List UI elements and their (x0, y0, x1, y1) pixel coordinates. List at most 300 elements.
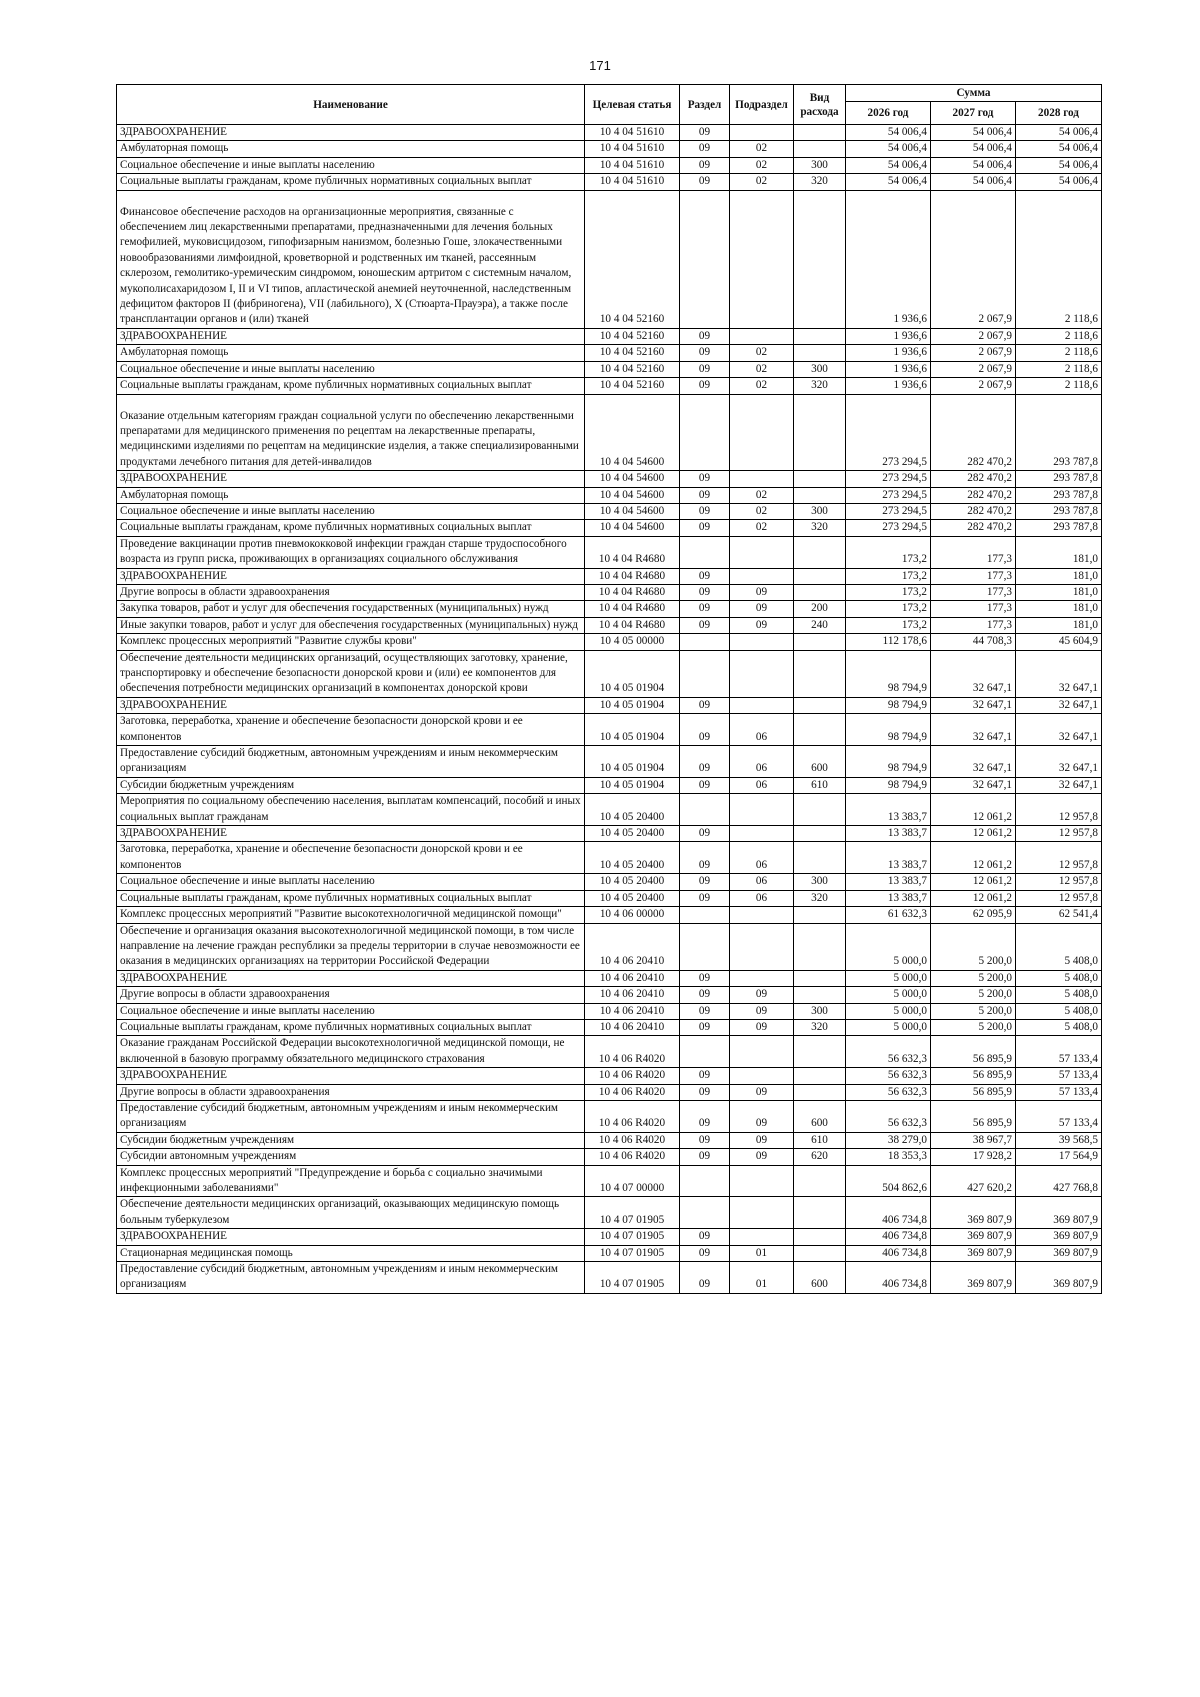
row-section (680, 536, 730, 568)
table-row (117, 584, 1102, 600)
row-expense-type (794, 536, 846, 568)
row-target-code: 10 4 04 R4680 (585, 601, 680, 617)
row-name: Комплекс процессных мероприятий "Развитие высокотехнологичной медицинской помощи" (117, 907, 585, 923)
row-sum-2027: 5 200,0 (931, 1019, 1016, 1035)
row-name: ЗДРАВООХРАНЕНИЕ (117, 471, 585, 487)
row-sum-2028: 181,0 (1016, 617, 1102, 633)
row-expense-type (794, 1245, 846, 1261)
row-sum-2028: 57 133,4 (1016, 1068, 1102, 1084)
row-expense-type (794, 794, 846, 826)
row-expense-type (794, 394, 846, 471)
row-expense-type (794, 714, 846, 746)
row-sum-2028: 62 541,4 (1016, 907, 1102, 923)
row-sum-2026: 56 632,3 (846, 1068, 931, 1084)
row-subsection: 06 (730, 714, 794, 746)
row-sum-2026: 56 632,3 (846, 1084, 931, 1100)
row-sum-2028: 45 604,9 (1016, 634, 1102, 650)
row-sum-2026: 173,2 (846, 568, 931, 584)
table-row (117, 536, 1102, 568)
row-subsection: 09 (730, 617, 794, 633)
row-sum-2026: 1 936,6 (846, 345, 931, 361)
row-expense-type: 320 (794, 890, 846, 906)
row-sum-2026: 56 632,3 (846, 1100, 931, 1132)
row-target-code: 10 4 06 R4020 (585, 1132, 680, 1148)
row-target-code: 10 4 06 R4020 (585, 1100, 680, 1132)
row-section: 09 (680, 617, 730, 633)
row-section (680, 1197, 730, 1229)
row-sum-2026: 273 294,5 (846, 487, 931, 503)
row-expense-type (794, 568, 846, 584)
row-name: Закупка товаров, работ и услуг для обеспечения государственных (муниципальных) нужд (117, 601, 585, 617)
row-section (680, 1036, 730, 1068)
row-expense-type: 300 (794, 874, 846, 890)
row-sum-2028: 369 807,9 (1016, 1245, 1102, 1261)
row-name: ЗДРАВООХРАНЕНИЕ (117, 970, 585, 986)
row-sum-2028: 427 768,8 (1016, 1165, 1102, 1197)
table-row (117, 634, 1102, 650)
row-expense-type: 200 (794, 601, 846, 617)
row-name: Амбулаторная помощь (117, 141, 585, 157)
row-target-code: 10 4 07 01905 (585, 1229, 680, 1245)
row-expense-type (794, 125, 846, 141)
table-row (117, 1149, 1102, 1165)
row-name: Социальное обеспечение и иные выплаты населению (117, 1003, 585, 1019)
row-expense-type (794, 1084, 846, 1100)
row-sum-2027: 54 006,4 (931, 125, 1016, 141)
row-subsection (730, 650, 794, 697)
row-subsection (730, 923, 794, 970)
row-section: 09 (680, 890, 730, 906)
row-subsection (730, 471, 794, 487)
row-subsection: 02 (730, 378, 794, 394)
table-row (117, 328, 1102, 344)
row-name: Мероприятия по социальному обеспечению населения, выплатам компенсаций, пособий и иных социальных выплат гражданам (117, 794, 585, 826)
row-sum-2026: 98 794,9 (846, 714, 931, 746)
row-target-code: 10 4 07 00000 (585, 1165, 680, 1197)
row-sum-2028: 32 647,1 (1016, 777, 1102, 793)
row-sum-2027: 12 061,2 (931, 890, 1016, 906)
row-expense-type (794, 907, 846, 923)
row-sum-2027: 282 470,2 (931, 520, 1016, 536)
row-subsection: 09 (730, 601, 794, 617)
row-subsection (730, 826, 794, 842)
row-expense-type (794, 634, 846, 650)
row-target-code: 10 4 04 52160 (585, 328, 680, 344)
row-sum-2027: 12 061,2 (931, 842, 1016, 874)
table-row (117, 1262, 1102, 1294)
row-name: ЗДРАВООХРАНЕНИЕ (117, 826, 585, 842)
row-target-code: 10 4 05 01904 (585, 697, 680, 713)
row-name: Обеспечение и организация оказания высокотехнологичной медицинской помощи, в том числе направление на лечение граждан республики за пределы территории в случае невозможности ее оказания в медицинских организациях на территории Российской Федерации (117, 923, 585, 970)
row-sum-2028: 293 787,8 (1016, 471, 1102, 487)
row-section: 09 (680, 1068, 730, 1084)
row-name: Амбулаторная помощь (117, 487, 585, 503)
table-row (117, 874, 1102, 890)
row-sum-2027: 427 620,2 (931, 1165, 1016, 1197)
row-section (680, 634, 730, 650)
row-sum-2026: 98 794,9 (846, 777, 931, 793)
row-expense-type (794, 697, 846, 713)
row-subsection: 09 (730, 1100, 794, 1132)
row-sum-2027: 177,3 (931, 568, 1016, 584)
table-row (117, 568, 1102, 584)
table-row (117, 141, 1102, 157)
row-sum-2027: 5 200,0 (931, 923, 1016, 970)
row-sum-2028: 293 787,8 (1016, 520, 1102, 536)
row-section: 09 (680, 1100, 730, 1132)
col-header-2028: 2028 год (1016, 102, 1102, 125)
row-sum-2026: 13 383,7 (846, 890, 931, 906)
row-target-code: 10 4 06 20410 (585, 1019, 680, 1035)
row-subsection: 01 (730, 1262, 794, 1294)
row-sum-2028: 2 118,6 (1016, 190, 1102, 328)
row-section: 09 (680, 157, 730, 173)
row-sum-2026: 273 294,5 (846, 394, 931, 471)
row-subsection (730, 1165, 794, 1197)
row-sum-2026: 1 936,6 (846, 328, 931, 344)
row-target-code: 10 4 04 54600 (585, 503, 680, 519)
row-sum-2026: 173,2 (846, 584, 931, 600)
row-sum-2026: 13 383,7 (846, 826, 931, 842)
row-subsection (730, 907, 794, 923)
row-name: Социальные выплаты гражданам, кроме публичных нормативных социальных выплат (117, 1019, 585, 1035)
row-sum-2026: 13 383,7 (846, 874, 931, 890)
row-sum-2028: 57 133,4 (1016, 1100, 1102, 1132)
row-section: 09 (680, 1229, 730, 1245)
row-name: ЗДРАВООХРАНЕНИЕ (117, 125, 585, 141)
col-header-target: Целевая статья (585, 85, 680, 125)
row-sum-2028: 5 408,0 (1016, 1003, 1102, 1019)
table-row (117, 1132, 1102, 1148)
table-row (117, 1084, 1102, 1100)
row-target-code: 10 4 04 R4680 (585, 617, 680, 633)
row-sum-2028: 2 118,6 (1016, 361, 1102, 377)
row-target-code: 10 4 06 R4020 (585, 1068, 680, 1084)
row-sum-2026: 5 000,0 (846, 987, 931, 1003)
row-name: Иные закупки товаров, работ и услуг для обеспечения государственных (муниципальных) нужд (117, 617, 585, 633)
row-target-code: 10 4 04 54600 (585, 471, 680, 487)
row-target-code: 10 4 04 R4680 (585, 568, 680, 584)
row-sum-2026: 5 000,0 (846, 970, 931, 986)
table-row (117, 157, 1102, 173)
row-sum-2028: 54 006,4 (1016, 125, 1102, 141)
table-row (117, 174, 1102, 190)
row-name: Социальные выплаты гражданам, кроме публичных нормативных социальных выплат (117, 890, 585, 906)
row-subsection: 09 (730, 1003, 794, 1019)
row-sum-2026: 273 294,5 (846, 471, 931, 487)
row-sum-2028: 5 408,0 (1016, 1019, 1102, 1035)
row-sum-2026: 173,2 (846, 536, 931, 568)
row-section (680, 190, 730, 328)
row-expense-type (794, 471, 846, 487)
row-sum-2027: 2 067,9 (931, 378, 1016, 394)
row-target-code: 10 4 07 01905 (585, 1245, 680, 1261)
row-target-code: 10 4 05 01904 (585, 650, 680, 697)
row-target-code: 10 4 04 51610 (585, 157, 680, 173)
row-target-code: 10 4 04 52160 (585, 378, 680, 394)
row-expense-type: 610 (794, 777, 846, 793)
row-sum-2026: 18 353,3 (846, 1149, 931, 1165)
row-sum-2028: 57 133,4 (1016, 1036, 1102, 1068)
table-row (117, 394, 1102, 471)
row-target-code: 10 4 06 00000 (585, 907, 680, 923)
row-subsection: 06 (730, 842, 794, 874)
row-section: 09 (680, 697, 730, 713)
row-subsection: 09 (730, 1132, 794, 1148)
table-row (117, 1197, 1102, 1229)
row-section: 09 (680, 987, 730, 1003)
row-sum-2028: 12 957,8 (1016, 794, 1102, 826)
row-sum-2027: 369 807,9 (931, 1262, 1016, 1294)
row-subsection (730, 794, 794, 826)
row-expense-type: 300 (794, 503, 846, 519)
row-expense-type (794, 190, 846, 328)
row-target-code: 10 4 04 54600 (585, 520, 680, 536)
row-section: 09 (680, 345, 730, 361)
row-section: 09 (680, 777, 730, 793)
row-sum-2028: 2 118,6 (1016, 378, 1102, 394)
row-sum-2026: 54 006,4 (846, 174, 931, 190)
row-sum-2027: 56 895,9 (931, 1036, 1016, 1068)
row-sum-2028: 181,0 (1016, 536, 1102, 568)
row-sum-2027: 2 067,9 (931, 190, 1016, 328)
row-sum-2028: 369 807,9 (1016, 1262, 1102, 1294)
row-section: 09 (680, 471, 730, 487)
col-header-sum: Сумма (846, 85, 1102, 102)
row-section: 09 (680, 1262, 730, 1294)
row-target-code: 10 4 04 52160 (585, 361, 680, 377)
row-subsection (730, 125, 794, 141)
row-target-code: 10 4 04 52160 (585, 345, 680, 361)
row-sum-2027: 56 895,9 (931, 1084, 1016, 1100)
row-sum-2028: 369 807,9 (1016, 1229, 1102, 1245)
row-subsection (730, 1229, 794, 1245)
row-section: 09 (680, 503, 730, 519)
row-sum-2027: 32 647,1 (931, 697, 1016, 713)
row-sum-2027: 177,3 (931, 536, 1016, 568)
row-subsection: 02 (730, 520, 794, 536)
row-subsection (730, 1068, 794, 1084)
row-sum-2027: 369 807,9 (931, 1197, 1016, 1229)
row-sum-2027: 177,3 (931, 584, 1016, 600)
row-sum-2028: 32 647,1 (1016, 650, 1102, 697)
row-sum-2026: 406 734,8 (846, 1262, 931, 1294)
row-name: Субсидии бюджетным учреждениям (117, 1132, 585, 1148)
row-name: ЗДРАВООХРАНЕНИЕ (117, 697, 585, 713)
row-target-code: 10 4 05 01904 (585, 746, 680, 778)
table-row (117, 520, 1102, 536)
row-expense-type: 600 (794, 1100, 846, 1132)
row-target-code: 10 4 06 R4020 (585, 1084, 680, 1100)
row-subsection: 02 (730, 157, 794, 173)
row-sum-2027: 54 006,4 (931, 141, 1016, 157)
row-sum-2028: 12 957,8 (1016, 890, 1102, 906)
row-section (680, 923, 730, 970)
row-target-code: 10 4 05 01904 (585, 777, 680, 793)
row-target-code: 10 4 04 52160 (585, 190, 680, 328)
row-sum-2026: 273 294,5 (846, 520, 931, 536)
row-subsection: 09 (730, 987, 794, 1003)
row-expense-type (794, 345, 846, 361)
row-expense-type: 300 (794, 1003, 846, 1019)
table-row (117, 471, 1102, 487)
row-sum-2026: 54 006,4 (846, 141, 931, 157)
row-expense-type (794, 1229, 846, 1245)
row-section: 09 (680, 378, 730, 394)
row-sum-2026: 406 734,8 (846, 1245, 931, 1261)
row-section: 09 (680, 826, 730, 842)
row-sum-2028: 5 408,0 (1016, 987, 1102, 1003)
row-name: Социальное обеспечение и иные выплаты населению (117, 874, 585, 890)
row-sum-2028: 293 787,8 (1016, 394, 1102, 471)
row-section: 09 (680, 328, 730, 344)
row-name: Социальные выплаты гражданам, кроме публичных нормативных социальных выплат (117, 174, 585, 190)
table-row (117, 617, 1102, 633)
table-row (117, 487, 1102, 503)
row-expense-type (794, 1165, 846, 1197)
row-subsection (730, 1197, 794, 1229)
row-subsection (730, 394, 794, 471)
row-sum-2027: 369 807,9 (931, 1229, 1016, 1245)
row-subsection: 09 (730, 584, 794, 600)
row-target-code: 10 4 05 20400 (585, 842, 680, 874)
table-row (117, 378, 1102, 394)
row-sum-2027: 44 708,3 (931, 634, 1016, 650)
row-sum-2026: 98 794,9 (846, 650, 931, 697)
table-row (117, 890, 1102, 906)
row-section: 09 (680, 746, 730, 778)
row-expense-type (794, 987, 846, 1003)
row-sum-2026: 1 936,6 (846, 190, 931, 328)
row-subsection: 02 (730, 487, 794, 503)
row-sum-2026: 54 006,4 (846, 157, 931, 173)
row-expense-type (794, 487, 846, 503)
row-sum-2028: 54 006,4 (1016, 174, 1102, 190)
row-sum-2028: 369 807,9 (1016, 1197, 1102, 1229)
row-section: 09 (680, 1245, 730, 1261)
row-target-code: 10 4 05 20400 (585, 890, 680, 906)
row-section: 09 (680, 361, 730, 377)
table-row (117, 970, 1102, 986)
row-sum-2027: 32 647,1 (931, 650, 1016, 697)
row-name: Комплекс процессных мероприятий "Предупреждение и борьба с социально значимыми инфекционными заболеваниями" (117, 1165, 585, 1197)
row-expense-type: 320 (794, 1019, 846, 1035)
row-sum-2027: 5 200,0 (931, 1003, 1016, 1019)
row-section: 09 (680, 584, 730, 600)
table-row (117, 190, 1102, 328)
row-sum-2027: 282 470,2 (931, 471, 1016, 487)
row-sum-2027: 32 647,1 (931, 714, 1016, 746)
table-body (117, 125, 1102, 1294)
row-name: Обеспечение деятельности медицинских организаций, оказывающих медицинскую помощь больным туберкулезом (117, 1197, 585, 1229)
table-row (117, 1229, 1102, 1245)
row-subsection (730, 634, 794, 650)
page-number: 171 (589, 58, 611, 73)
row-name: Оказание гражданам Российской Федерации высокотехнологичной медицинской помощи, не включенной в базовую программу обязательного медицинского страхования (117, 1036, 585, 1068)
row-expense-type: 600 (794, 746, 846, 778)
row-subsection: 06 (730, 890, 794, 906)
col-header-2026: 2026 год (846, 102, 931, 125)
row-sum-2027: 2 067,9 (931, 345, 1016, 361)
row-subsection: 06 (730, 874, 794, 890)
row-target-code: 10 4 04 51610 (585, 174, 680, 190)
col-header-expense-type: Вид расхода (794, 85, 846, 125)
row-expense-type (794, 328, 846, 344)
row-name: Проведение вакцинации против пневмококковой инфекции граждан старше трудоспособного возраста из групп риска, проживающих в организациях социального обслуживания (117, 536, 585, 568)
row-section: 09 (680, 174, 730, 190)
row-name: Предоставление субсидий бюджетным, автономным учреждениям и иным некоммерческим организациям (117, 1100, 585, 1132)
row-sum-2028: 32 647,1 (1016, 714, 1102, 746)
row-sum-2027: 2 067,9 (931, 361, 1016, 377)
row-sum-2028: 181,0 (1016, 568, 1102, 584)
row-name: Финансовое обеспечение расходов на организационные мероприятия, связанные с обеспечением лиц лекарственными препаратами, предназначенными для лечения больных гемофилией, муковисцидозом, гипофизарным нанизмом, болезнью Гоше, злокачественными новообразованиями лимфоидной, кроветворной и родственных им тканей, рассеянным склерозом, гемолитико-уремическим синдромом, юношеским артритом с системным началом, мукополисахаридозом I, II и VI типов, апластической анемией неуточненной, наследственным дефицитом факторов II (фибриногена), VII (лабильного), X (Стюарта-Прауэра), а также после трансплантации органов и (или) тканей (117, 190, 585, 328)
row-target-code: 10 4 05 20400 (585, 794, 680, 826)
row-expense-type (794, 584, 846, 600)
row-subsection: 01 (730, 1245, 794, 1261)
row-subsection: 02 (730, 345, 794, 361)
row-name: Другие вопросы в области здравоохранения (117, 584, 585, 600)
table-row (117, 345, 1102, 361)
row-sum-2027: 32 647,1 (931, 777, 1016, 793)
table-row (117, 746, 1102, 778)
row-name: Социальное обеспечение и иные выплаты населению (117, 157, 585, 173)
row-subsection: 02 (730, 174, 794, 190)
row-name: Социальные выплаты гражданам, кроме публичных нормативных социальных выплат (117, 520, 585, 536)
col-header-2027: 2027 год (931, 102, 1016, 125)
row-expense-type (794, 1036, 846, 1068)
row-sum-2027: 369 807,9 (931, 1245, 1016, 1261)
row-name: Другие вопросы в области здравоохранения (117, 987, 585, 1003)
table-row (117, 1003, 1102, 1019)
row-expense-type (794, 1197, 846, 1229)
row-subsection (730, 970, 794, 986)
row-sum-2026: 98 794,9 (846, 746, 931, 778)
row-section: 09 (680, 601, 730, 617)
row-sum-2026: 13 383,7 (846, 794, 931, 826)
row-sum-2027: 62 095,9 (931, 907, 1016, 923)
table-row (117, 794, 1102, 826)
row-subsection: 09 (730, 1084, 794, 1100)
row-name: ЗДРАВООХРАНЕНИЕ (117, 1229, 585, 1245)
row-sum-2028: 57 133,4 (1016, 1084, 1102, 1100)
row-sum-2028: 39 568,5 (1016, 1132, 1102, 1148)
row-sum-2028: 17 564,9 (1016, 1149, 1102, 1165)
row-target-code: 10 4 06 R4020 (585, 1149, 680, 1165)
row-sum-2027: 12 061,2 (931, 794, 1016, 826)
row-subsection: 02 (730, 361, 794, 377)
row-name: Предоставление субсидий бюджетным, автономным учреждениям и иным некоммерческим организациям (117, 1262, 585, 1294)
table-row (117, 1245, 1102, 1261)
row-section: 09 (680, 842, 730, 874)
row-sum-2026: 173,2 (846, 601, 931, 617)
row-sum-2027: 177,3 (931, 617, 1016, 633)
row-target-code: 10 4 04 54600 (585, 394, 680, 471)
row-sum-2027: 282 470,2 (931, 487, 1016, 503)
row-sum-2026: 5 000,0 (846, 1019, 931, 1035)
row-sum-2026: 406 734,8 (846, 1197, 931, 1229)
row-sum-2026: 98 794,9 (846, 697, 931, 713)
row-sum-2027: 38 967,7 (931, 1132, 1016, 1148)
row-section: 09 (680, 125, 730, 141)
row-name: ЗДРАВООХРАНЕНИЕ (117, 328, 585, 344)
row-sum-2028: 12 957,8 (1016, 842, 1102, 874)
row-section: 09 (680, 970, 730, 986)
row-section (680, 1165, 730, 1197)
row-section: 09 (680, 1019, 730, 1035)
row-target-code: 10 4 06 20410 (585, 987, 680, 1003)
row-sum-2026: 1 936,6 (846, 378, 931, 394)
table-row (117, 826, 1102, 842)
